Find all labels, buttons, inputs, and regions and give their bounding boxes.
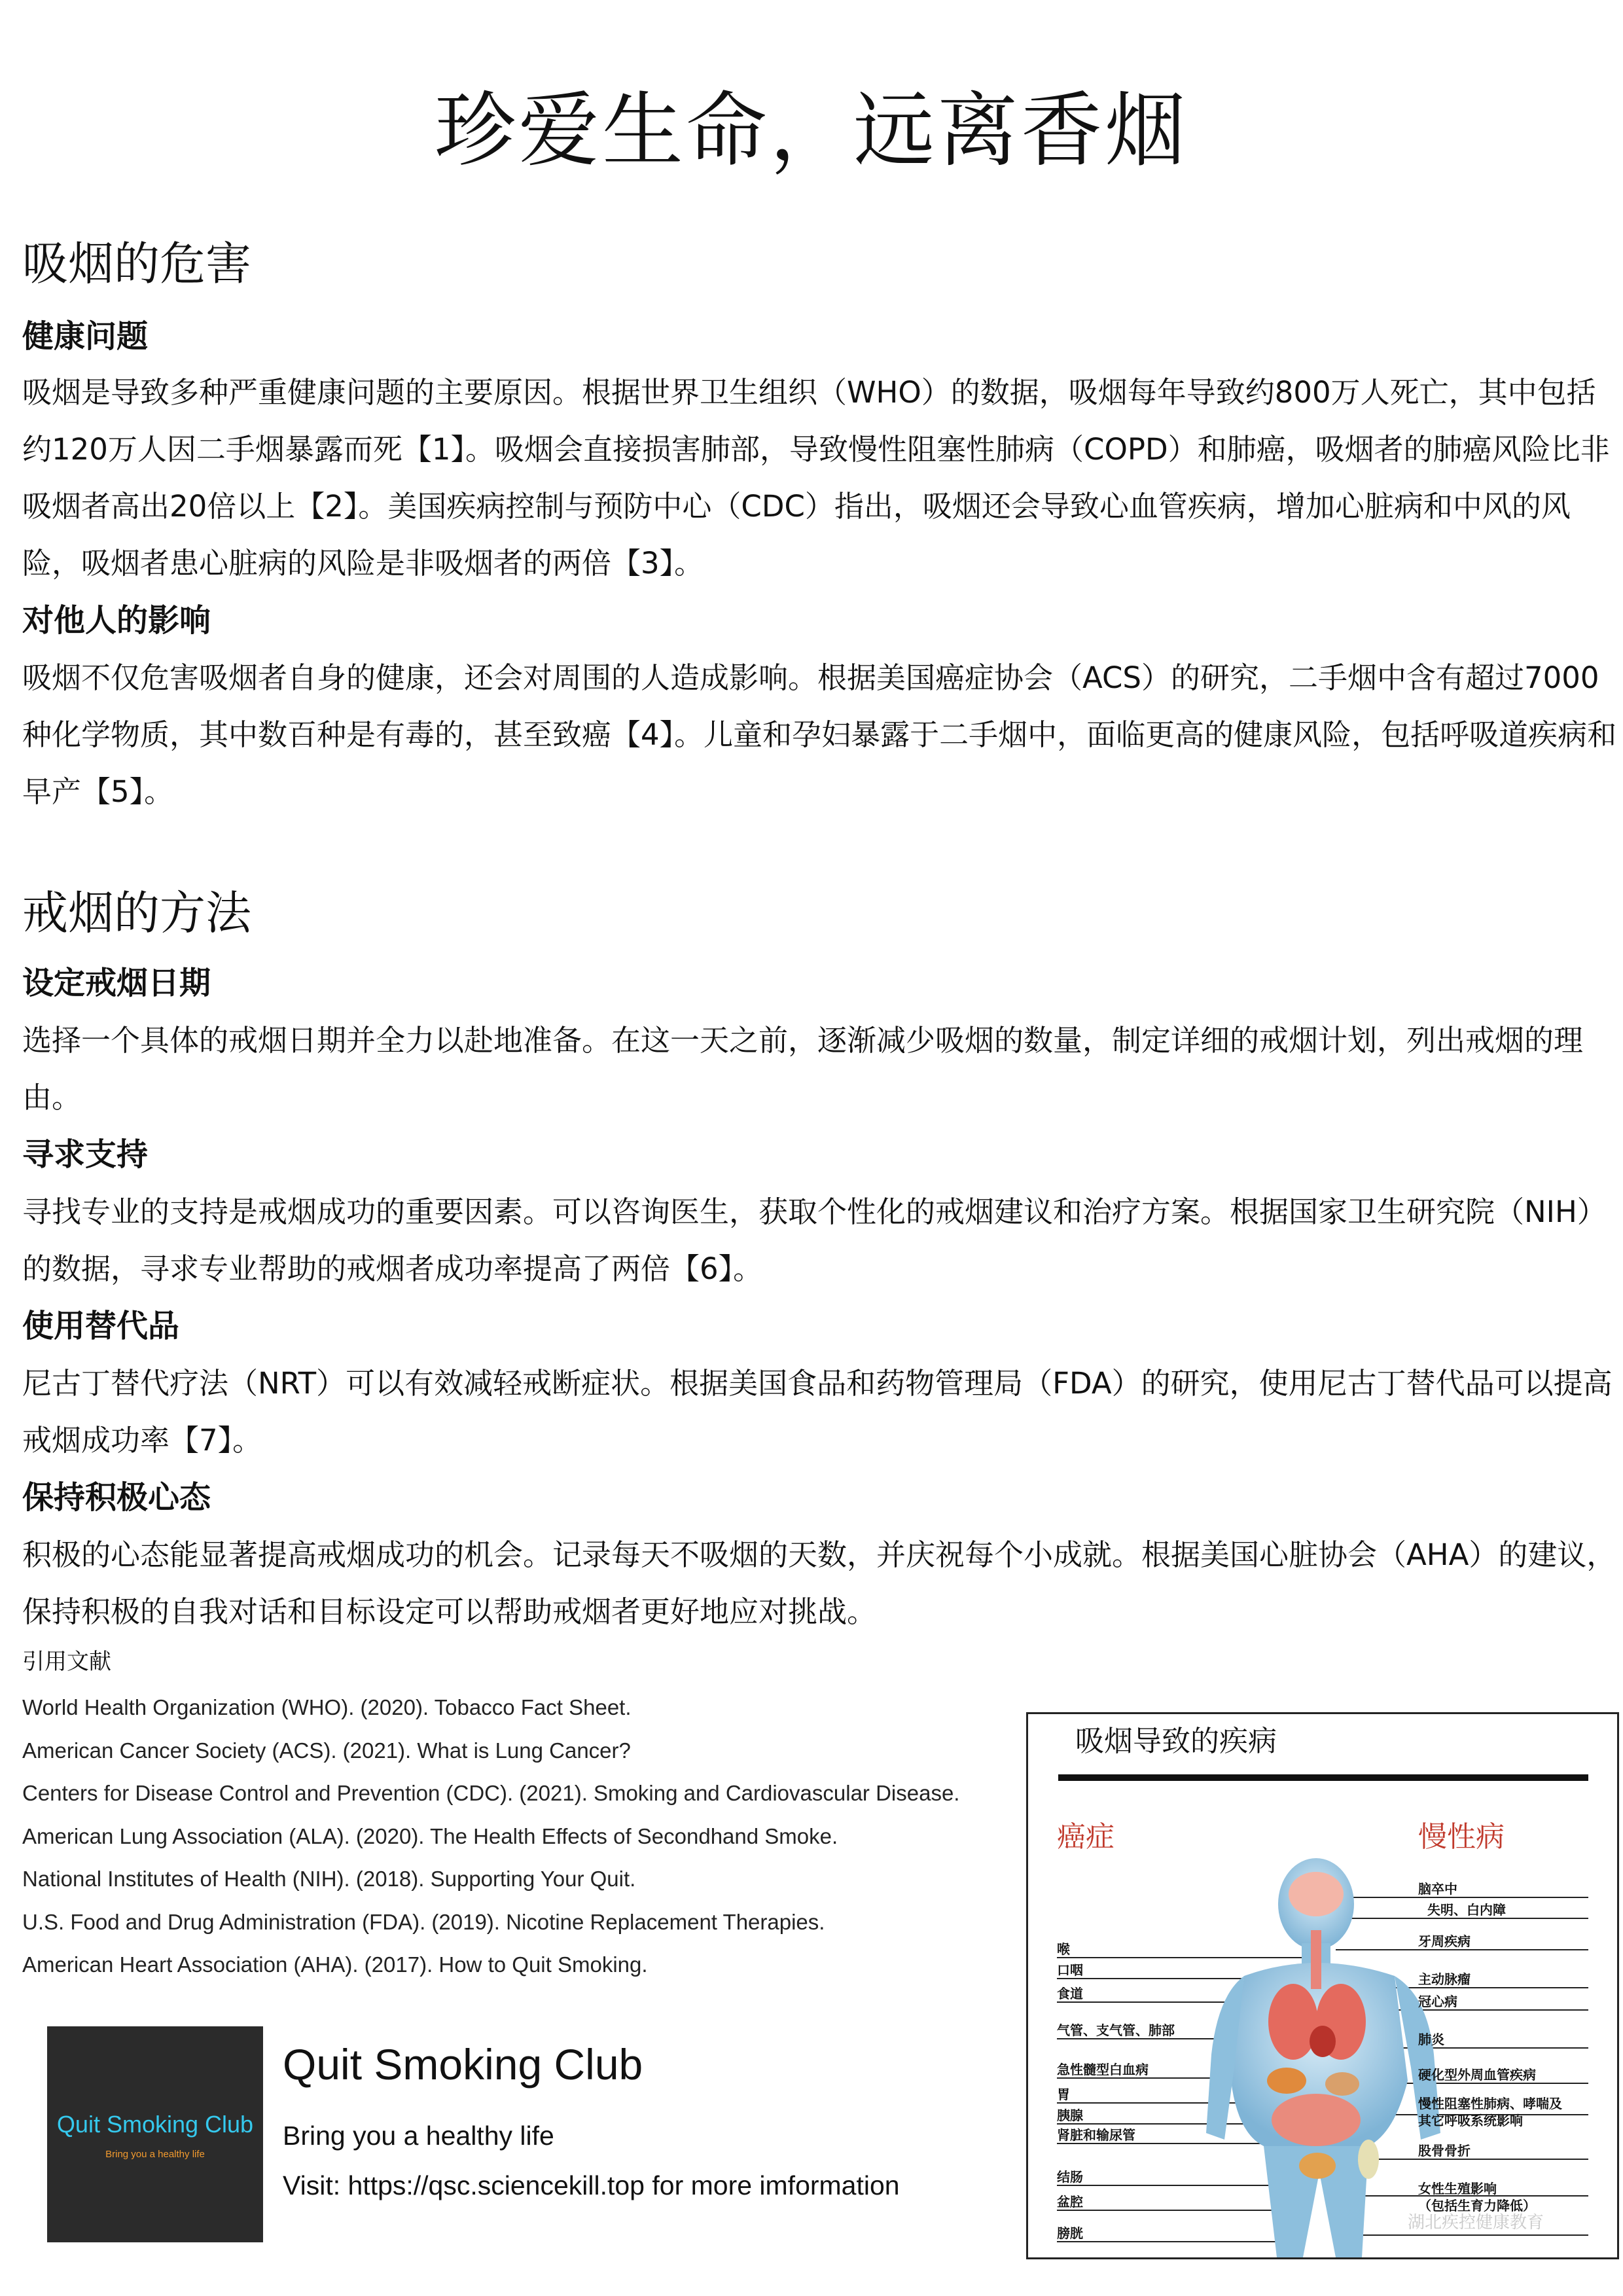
subheading-impact-on-others: 对他人的影响 <box>22 602 211 639</box>
figure-label-chronic: 冠心病 <box>1418 1994 1457 2009</box>
figure-label-chronic: 慢性阻塞性肺病、哮喘及 <box>1418 2096 1562 2111</box>
figure-label-cancer: 胰腺 <box>1057 2108 1083 2123</box>
club-visit-link[interactable]: Visit: https://qsc.sciencekill.top for more imformation <box>283 2170 900 2200</box>
paragraph-set-quit-date: 选择一个具体的戒烟日期并全力以赴地准备。在这一天之前，逐渐减少吸烟的数量，制定详细的戒烟计划，列出戒烟的理由。 <box>22 1023 1584 1115</box>
figure-title-rule <box>1058 1774 1588 1781</box>
subheading-positive-mindset: 保持积极心态 <box>22 1479 211 1516</box>
reference-item: American Lung Association (ALA). (2020). The Health Effects of Secondhand Smoke. <box>22 1823 838 1848</box>
figure-label-cancer: 胃 <box>1057 2087 1070 2102</box>
reference-item: American Cancer Society (ACS). (2021). What is Lung Cancer? <box>22 1738 631 1763</box>
disease-figure <box>1026 1712 1619 2259</box>
figure-watermark: 湖北疾控健康教育 <box>1408 2213 1544 2233</box>
figure-label-chronic: 硬化型外周血管疾病 <box>1418 2067 1536 2083</box>
reference-item: Centers for Disease Control and Prevention (CDC). (2021). Smoking and Cardiovascular Disease. <box>22 1781 960 1805</box>
figure-label-chronic: 主动脉瘤 <box>1418 1971 1471 1987</box>
subheading-health-problems: 健康问题 <box>22 318 149 355</box>
paragraph-use-substitutes: 尼古丁替代疗法（NRT）可以有效减轻戒断症状。根据美国食品和药物管理局（FDA）的研究，使用尼古丁替代品可以提高戒烟成功率【7】。 <box>22 1366 1613 1458</box>
figure-title: 吸烟导致的疾病 <box>1075 1725 1277 1758</box>
subheading-seek-support: 寻求支持 <box>22 1136 149 1173</box>
reference-item: National Institutes of Health (NIH). (2018). Supporting Your Quit. <box>22 1867 636 1891</box>
paragraph-health-problems: 吸烟是导致多种严重健康问题的主要原因。根据世界卫生组织（WHO）的数据，吸烟每年导致约800万人死亡，其中包括约120万人因二手烟暴露而死【1】。吸烟会直接损害肺部，导致慢性阻塞性肺病（COPD）和肺癌，吸烟者的肺癌风险比非吸烟者高出20倍以上【2】。美国疾病控制与预防中心（CDC）指出，吸烟还会导致心血管疾病，增加心脏病和中风的风险，吸烟者患心脏病的风险是非吸烟者的两倍【3】。 <box>22 375 1610 581</box>
figure-label-chronic: 肺炎 <box>1418 2032 1444 2047</box>
subheading-set-quit-date: 设定戒烟日期 <box>22 965 211 1001</box>
figure-label-cancer: 食道 <box>1057 1986 1083 2001</box>
human-body-illustration <box>1028 1714 1617 2257</box>
figure-label-chronic: （包括生育力降低） <box>1418 2198 1536 2214</box>
reference-item: U.S. Food and Drug Administration (FDA). (2019). Nicotine Replacement Therapies. <box>22 1909 825 1934</box>
figure-label-cancer: 盆腔 <box>1057 2194 1083 2210</box>
section-heading-harms: 吸烟的危害 <box>22 237 251 291</box>
figure-label-cancer: 肾脏和输尿管 <box>1057 2127 1135 2143</box>
page-title: 珍爱生命，远离香烟 <box>434 84 1188 178</box>
section-heading-methods: 戒烟的方法 <box>22 886 251 940</box>
club-tagline: Bring you a healthy life <box>283 2121 554 2151</box>
club-name: Quit Smoking Club <box>283 2040 643 2089</box>
figure-label-cancer: 口咽 <box>1057 1962 1083 1978</box>
figure-label-chronic: 脑卒中 <box>1418 1881 1457 1897</box>
figure-cancer-heading: 癌症 <box>1057 1820 1115 1854</box>
logo-tagline: Bring you a healthy life <box>105 2149 205 2160</box>
figure-label-chronic: 牙周疾病 <box>1418 1933 1471 1949</box>
club-logo <box>47 2026 263 2242</box>
figure-chronic-heading: 慢性病 <box>1418 1820 1505 1854</box>
figure-label-chronic: 女性生殖影响 <box>1418 2181 1497 2197</box>
references-list <box>22 1686 959 1986</box>
references-title: 引用文献 <box>22 1649 111 1675</box>
figure-label-chronic: 其它呼吸系统影响 <box>1418 2113 1523 2128</box>
figure-label-cancer: 气管、支气管、肺部 <box>1057 2022 1175 2038</box>
figure-label-chronic: 失明、白内障 <box>1427 1902 1506 1918</box>
paragraph-positive-mindset: 积极的心态能显著提高戒烟成功的机会。记录每天不吸烟的天数，并庆祝每个小成就。根据美国心脏协会（AHA）的建议，保持积极的自我对话和目标设定可以帮助戒烟者更好地应对挑战。 <box>22 1537 1616 1629</box>
subheading-use-substitutes: 使用替代品 <box>22 1308 180 1344</box>
figure-label-cancer: 喉 <box>1057 1941 1070 1957</box>
figure-label-chronic: 股骨骨折 <box>1418 2143 1471 2159</box>
reference-item: American Heart Association (AHA). (2017). How to Quit Smoking. <box>22 1952 648 1977</box>
paragraph-impact-on-others: 吸烟不仅危害吸烟者自身的健康，还会对周围的人造成影响。根据美国癌症协会（ACS）的研究，二手烟中含有超过7000种化学物质，其中数百种是有毒的，甚至致癌【4】。儿童和孕妇暴露于二手烟中，面临更高的健康风险，包括呼吸道疾病和早产【5】。 <box>22 660 1617 809</box>
logo-title: Quit Smoking Club <box>56 2111 254 2138</box>
figure-label-cancer: 膀胱 <box>1057 2225 1083 2241</box>
paragraph-seek-support: 寻找专业的支持是戒烟成功的重要因素。可以咨询医生，获取个性化的戒烟建议和治疗方案。根据国家卫生研究院（NIH）的数据，寻求专业帮助的戒烟者成功率提高了两倍【6】。 <box>22 1194 1607 1286</box>
reference-item: World Health Organization (WHO). (2020). Tobacco Fact Sheet. <box>22 1695 632 1719</box>
figure-label-cancer: 急性髓型白血病 <box>1057 2062 1149 2077</box>
figure-label-cancer: 结肠 <box>1057 2169 1083 2185</box>
